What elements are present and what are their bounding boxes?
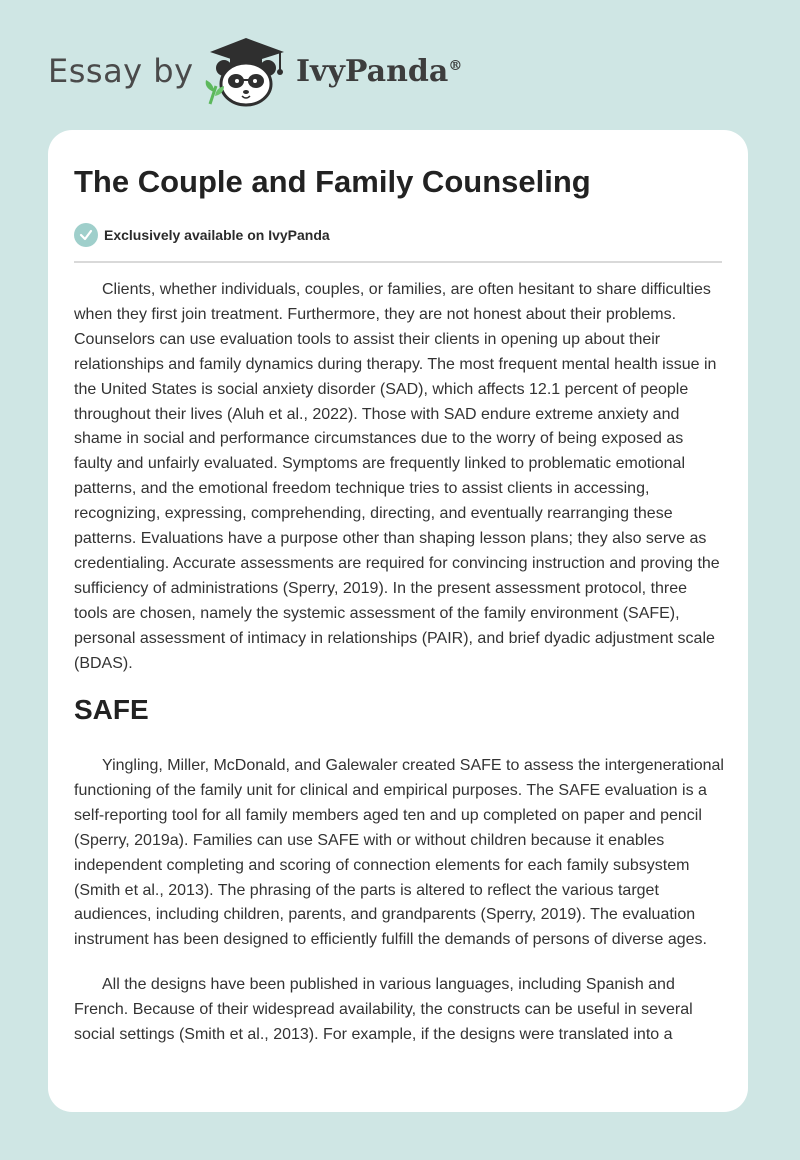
brand-prefix: Essay by [48, 52, 194, 90]
paragraph: All the designs have been published in various languages, including Spanish and French. Because of their widespread availability, the constructs can be useful in several social settings (Smith et al., 2013). For example, if the designs were translated into a [74, 976, 693, 1044]
paragraph: Clients, whether individuals, couples, or families, are often hesitant to share difficulties when they first join treatment. Furthermore, they are not honest about their problems. Counselors can use evaluation tools to assist their clients in opening up about their relationships and family dynamics during therapy. The most frequent mental health issue in the United States is social anxiety disorder (SAD), which affects 12.1 percent of people throughout their lives (Aluh et al., 2022). Those with SAD endure extreme anxiety and shame in social and performance circumstances due to the worry of being exposed as faulty and unfairly evaluated. Symptoms are frequently linked to problematic emotional patterns, and the emotional freedom technique tries to assist clients in accessing, recognizing, expressing, comprehending, directing, and eventually rearranging these patterns. Evaluations have a purpose other than shaping lesson plans; they also serve as credentialing. Accurate assessments are required for convincing instruction and proving the sufficiency of administrations (Sperry, 2019). In the present assessment protocol, three tools are chosen, namely the systemic assessment of the family environment (SAFE), personal assessment of intimacy in relationships (PAIR), and brief dyadic adjustment scale (BDAS). [74, 281, 720, 672]
exclusive-badge [74, 222, 330, 248]
safe-section [74, 754, 724, 1048]
site-header [0, 0, 800, 120]
brand-name[interactable]: IvyPanda® [296, 54, 463, 89]
intro-section [74, 278, 724, 677]
exclusive-label: Exclusively available on IvyPanda [104, 227, 330, 243]
section-heading: SAFE [74, 694, 149, 725]
check-icon [74, 223, 98, 247]
page-title: The Couple and Family Counseling [74, 164, 591, 199]
paragraph: Yingling, Miller, McDonald, and Galewaler created SAFE to assess the intergenerational functioning of the family unit for clinical and empirical purposes. The SAFE evaluation is a self-reporting tool for all family members aged ten and up completed on paper and pencil (Sperry, 2019a). Families can use SAFE with or without children because it enables independent completing and scoring of connection elements for each family subsystem (Smith et al., 2013). The phrasing of the parts is altered to reflect the various target audiences, including children, parents, and grandparents (Sperry, 2019). The evaluation instrument has been designed to efficiently fulfill the demands of persons of diverse ages. [74, 757, 724, 949]
article-card [48, 130, 748, 1112]
divider [74, 261, 722, 263]
panda-logo-icon[interactable] [200, 34, 290, 108]
